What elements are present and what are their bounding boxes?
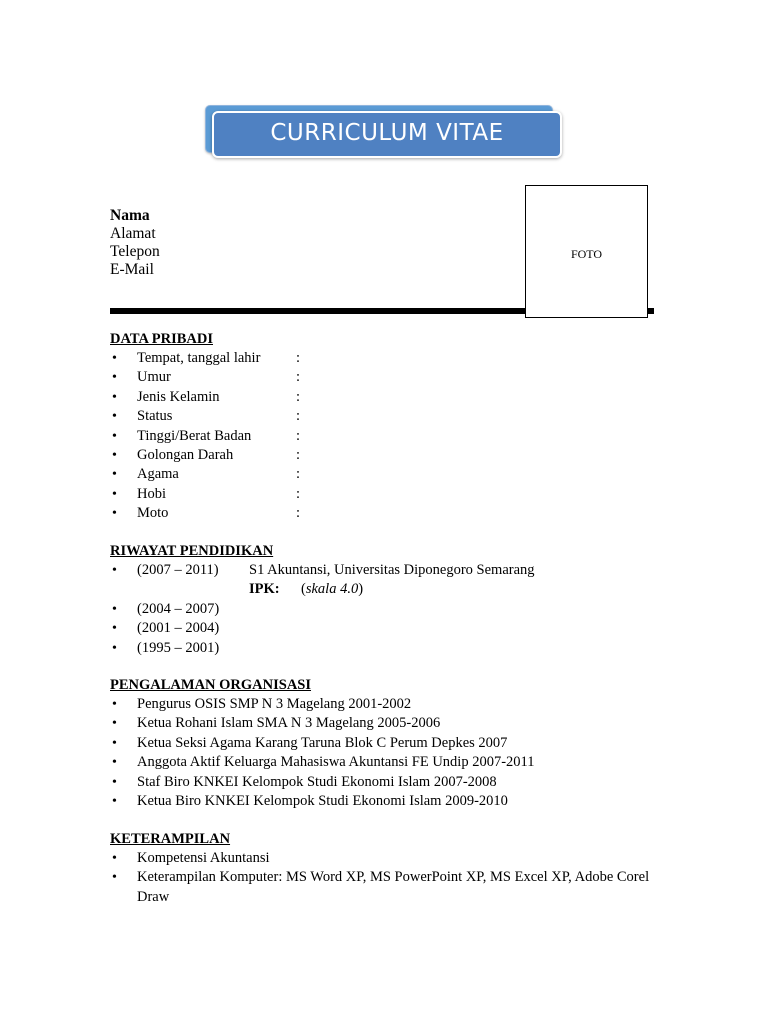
organization-section	[110, 676, 535, 811]
list-item: • (2004 – 2007)	[110, 600, 535, 619]
list-item: • (2001 – 2004)	[110, 619, 535, 638]
list-item: • Pengurus OSIS SMP N 3 Magelang 2001-2002	[110, 695, 535, 714]
list-item: • Hobi :	[110, 485, 300, 504]
list-item: • Jenis Kelamin :	[110, 388, 300, 407]
phone-label: Telepon	[110, 243, 160, 260]
organization-title: PENGALAMAN ORGANISASI	[110, 677, 312, 693]
list-item: • Umur :	[110, 368, 300, 387]
personal-data-title: DATA PRIBADI	[110, 331, 213, 347]
list-item: • Ketua Biro KNKEI Kelompok Studi Ekonomi Islam 2009-2010	[110, 792, 535, 811]
list-item: • Ketua Seksi Agama Karang Taruna Blok C Perum Depkes 2007	[110, 734, 535, 753]
list-item: • Tinggi/Berat Badan :	[110, 427, 300, 446]
list-item: • Staf Biro KNKEI Kelompok Studi Ekonomi Islam 2007-2008	[110, 773, 535, 792]
list-item: • Keterampilan Komputer: MS Word XP, MS PowerPoint XP, MS Excel XP, Adobe Corel Draw	[110, 868, 662, 907]
list-item: • Kompetensi Akuntansi	[110, 849, 662, 868]
photo-placeholder	[525, 185, 648, 318]
education-list-cont	[110, 600, 535, 658]
skills-list	[110, 849, 662, 907]
personal-data-list	[110, 349, 300, 524]
list-item: • (1995 – 2001)	[110, 639, 535, 658]
list-item: • Agama :	[110, 465, 300, 484]
photo-label: FOTO	[570, 247, 603, 261]
email-label: E-Mail	[110, 261, 154, 278]
education-section	[110, 542, 535, 658]
list-item: • Ketua Rohani Islam SMA N 3 Magelang 2005-2006	[110, 714, 535, 733]
identity-block	[110, 207, 160, 279]
organization-list	[110, 695, 535, 811]
list-item: • Anggota Aktif Keluarga Mahasiswa Akuntansi FE Undip 2007-2011	[110, 753, 535, 772]
list-item: • Tempat, tanggal lahir :	[110, 349, 300, 368]
education-title: RIWAYAT PENDIDIKAN	[110, 543, 274, 559]
list-item: • Status :	[110, 407, 300, 426]
personal-data-section	[110, 330, 300, 524]
skills-title: KETERAMPILAN	[110, 831, 231, 847]
title-banner: CURRICULUM VITAE	[212, 111, 562, 158]
education-list	[110, 561, 535, 580]
skills-section	[110, 830, 662, 907]
name-label: Nama	[110, 207, 150, 224]
ipk-line: IPK: (skala 4.0)	[249, 581, 364, 598]
list-item: • (2007 – 2011) S1 Akuntansi, Universitas Diponegoro Semarang	[110, 561, 535, 580]
list-item: • Golongan Darah :	[110, 446, 300, 465]
list-item: • Moto :	[110, 504, 300, 523]
address-label: Alamat	[110, 225, 156, 242]
